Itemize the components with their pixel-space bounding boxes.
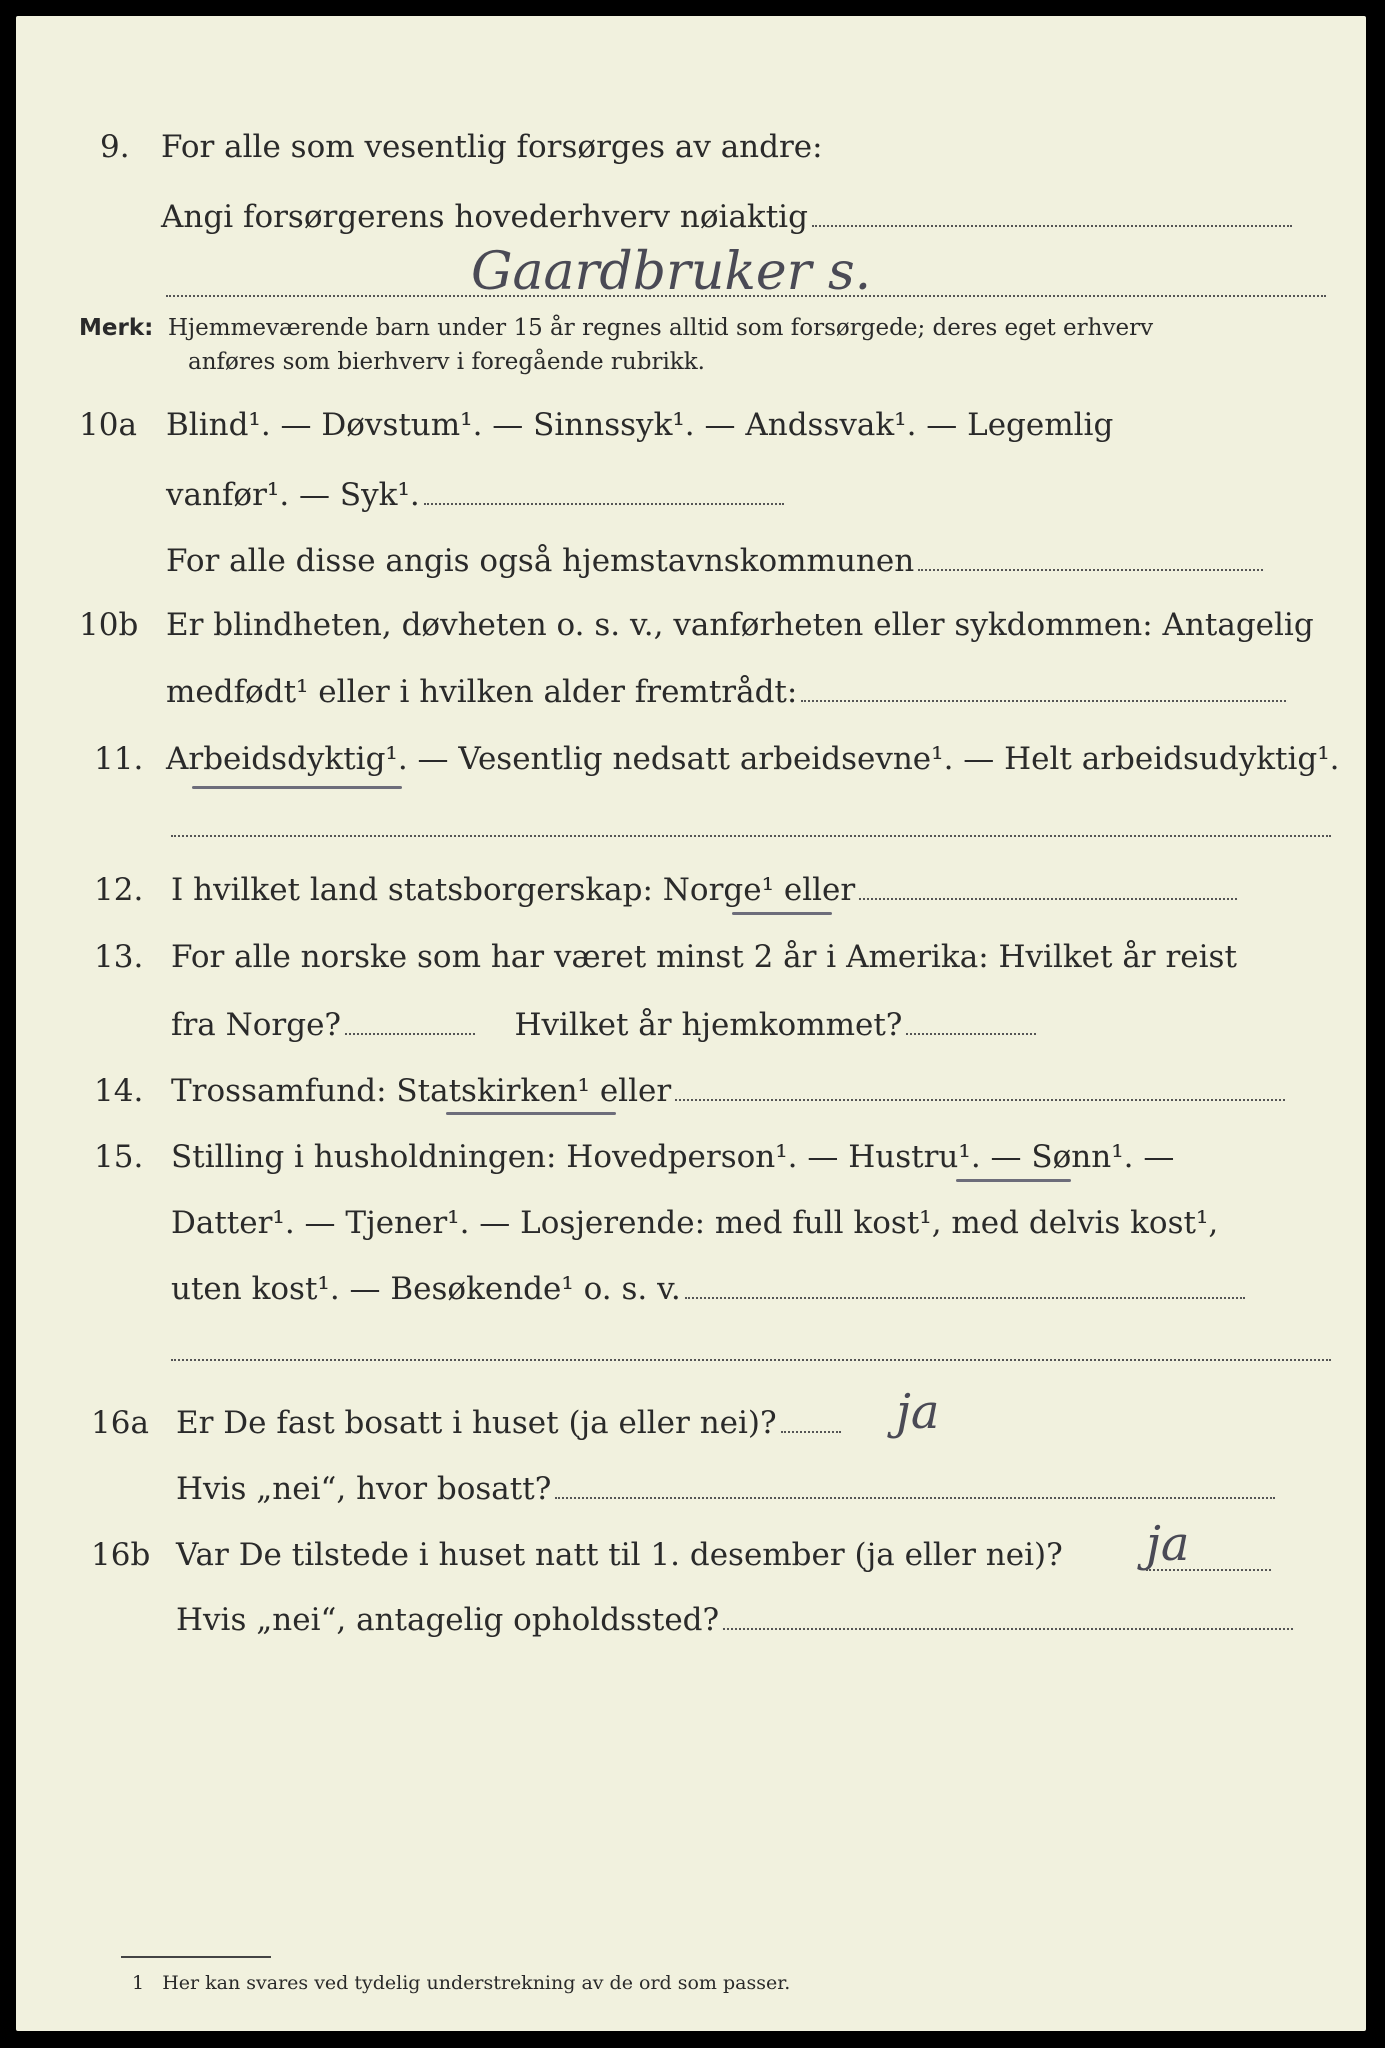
q11-handwritten-underline — [192, 786, 402, 789]
q9-answer-line — [166, 294, 1326, 297]
q16a-line-1: Er De fast bosatt i huset (ja eller nei)? — [176, 1404, 841, 1442]
question-number-13: 13. — [94, 939, 144, 975]
merk-note-line-1: Merk: Hjemmeværende barn under 15 år regnes alltid som forsørgede; deres eget erhverv — [79, 315, 1154, 341]
question-number-12: 12. — [94, 872, 144, 908]
q16a-handwritten-answer: ja — [896, 1384, 940, 1440]
q14-handwritten-underline — [446, 1112, 616, 1115]
q16b-answer-line — [1146, 1568, 1271, 1571]
merk-note-line-2: anføres som bierhverv i foregående rubrikk. — [188, 349, 705, 375]
q15-line-2: Datter¹. — Tjener¹. — Losjerende: med full kost¹, med delvis kost¹, — [171, 1205, 1219, 1241]
q16b-handwritten-answer: ja — [1146, 1516, 1190, 1572]
q13-line-1: For alle norske som har været minst 2 år i Amerika: Hvilket år reist — [171, 939, 1237, 975]
q10b-line-1: Er blindheten, døvheten o. s. v., vanførheten eller sykdommen: Antagelig — [166, 607, 1314, 643]
q9-line-2: Angi forsørgerens hovederhverv nøiaktig — [161, 198, 1292, 236]
form-page — [16, 16, 1366, 2031]
q16b-line-1: Var De tilstede i huset natt til 1. desember (ja eller nei)? — [176, 1537, 1063, 1573]
question-number-10a: 10a — [79, 407, 137, 443]
q9-line-1: For alle som vesentlig forsørges av andre: — [161, 129, 823, 165]
q15-line-1: Stilling i husholdningen: Hovedperson¹. — Hustru¹. — Sønn¹. — — [171, 1139, 1175, 1175]
q12-line-1: I hvilket land statsborgerskap: Norge¹ eller — [171, 871, 1237, 909]
q11-line-1: Arbeidsdyktig¹. — Vesentlig nedsatt arbeidsevne¹. — Helt arbeidsudyktig¹. — [166, 741, 1340, 777]
q9-handwritten-answer: Gaardbruker s. — [471, 242, 872, 302]
q15-answer-line — [171, 1358, 1331, 1361]
q16b-line-2: Hvis „nei“, antagelig opholdssted? — [176, 1601, 1293, 1639]
question-number-10b: 10b — [79, 607, 139, 643]
q15-handwritten-underline — [956, 1179, 1071, 1182]
question-number-15: 15. — [94, 1139, 144, 1175]
question-number-16a: 16a — [91, 1405, 149, 1441]
question-number-16b: 16b — [91, 1537, 151, 1573]
q16a-line-2: Hvis „nei“, hvor bosatt? — [176, 1470, 1275, 1508]
question-number-14: 14. — [94, 1073, 144, 1109]
q15-line-3: uten kost¹. — Besøkende¹ o. s. v. — [171, 1270, 1245, 1308]
footnote-rule — [121, 1956, 271, 1958]
question-number-9: 9. — [100, 129, 130, 165]
q10a-line-1: Blind¹. — Døvstum¹. — Sinnssyk¹. — Andssvak¹. — Legemlig — [166, 407, 1114, 443]
q10b-line-2: medfødt¹ eller i hvilken alder fremtrådt: — [166, 673, 1286, 711]
question-number-11: 11. — [94, 741, 144, 777]
q10a-line-2: vanfør¹. — Syk¹. — [166, 476, 784, 514]
q13-line-2: fra Norge? Hvilket år hjemkommet? — [171, 1006, 1036, 1044]
footnote: 1 Her kan svares ved tydelig understrekning av de ord som passer. — [132, 1972, 791, 1994]
q14-line-1: Trossamfund: Statskirken¹ eller — [171, 1072, 1285, 1110]
q12-handwritten-underline — [732, 912, 832, 915]
q10a-line-3: For alle disse angis også hjemstavnskommunen — [166, 542, 1263, 580]
q11-answer-line — [171, 834, 1331, 837]
